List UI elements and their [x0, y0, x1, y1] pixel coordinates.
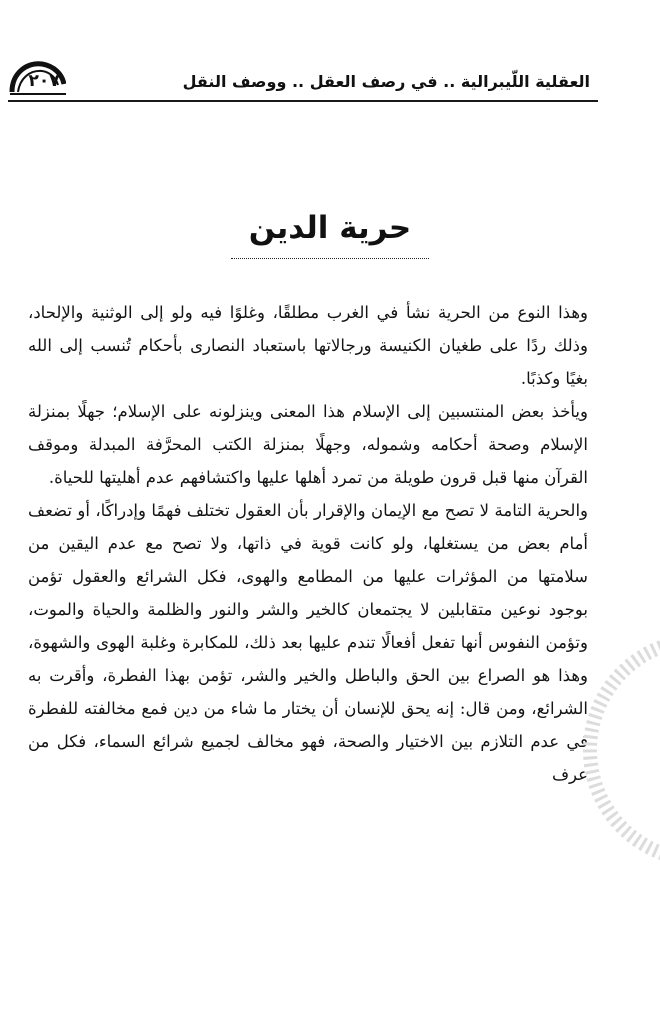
- running-title: العقلية اللّيبرالية .. في رصف العقل .. ووصف النقل: [182, 72, 590, 91]
- page-number-badge: [8, 58, 66, 96]
- chapter-title-block: [0, 210, 660, 259]
- page-number: ٢٠٧: [28, 71, 60, 91]
- body-text: [28, 296, 588, 791]
- page-header: [8, 58, 598, 102]
- faint-watermark-ring: [580, 600, 660, 900]
- chapter-title: حرية الدين: [231, 210, 430, 259]
- paragraph-1: وهذا النوع من الحرية نشأ في الغرب مطلقًا، وغلوًا فيه ولو إلى الوثنية والإلحاد، وذلك ردًا على طغيان الكنيسة ورجالاتها باستعباد النصارى بأحكام تُنسب إلى الله بغيًا وكذبًا.: [28, 303, 588, 388]
- paragraph-3: والحرية التامة لا تصح مع الإيمان والإقرار بأن العقول تختلف فهمًا وإدراكًا، أو تضعف أمام بعض من يستغلها، ولو كانت قوية في ذاتها، ولا تصح مع عدم اليقين من سلامتها من المؤثرات عليها من المطامع والهوى، فكل الشرائع والعقول تؤمن بوجود نوعين متقابلين لا يجتمعان كالخير والشر والنور والظلمة والحياة والموت، وتؤمن النفوس أنها تفعل أفعالًا تندم عليها بعد ذلك، للمكابرة وغلبة الهوى والشهوة، وهذا هو الصراع بين الحق والباطل والخير والشر، تؤمن بهذا الفطرة، وأقرت به الشرائع، ومن قال: إنه يحق للإنسان أن يختار ما شاء من دين فمع مخالفته للفطرة في عدم التلازم بين الاختيار والصحة، فهو مخالف لجميع شرائع السماء، فكل من عرف: [28, 501, 588, 784]
- paragraph-2: ويأخذ بعض المنتسبين إلى الإسلام هذا المعنى وينزلونه على الإسلام؛ جهلًا بمنزلة الإسلام وصحة أحكامه وشموله، وجهلًا بمنزلة الكتب المحرَّفة المبدلة وموقف القرآن منها قبل قرون طويلة من تمرد أهلها عليها واكتشافهم عدم أهليتها للحياة.: [28, 402, 588, 487]
